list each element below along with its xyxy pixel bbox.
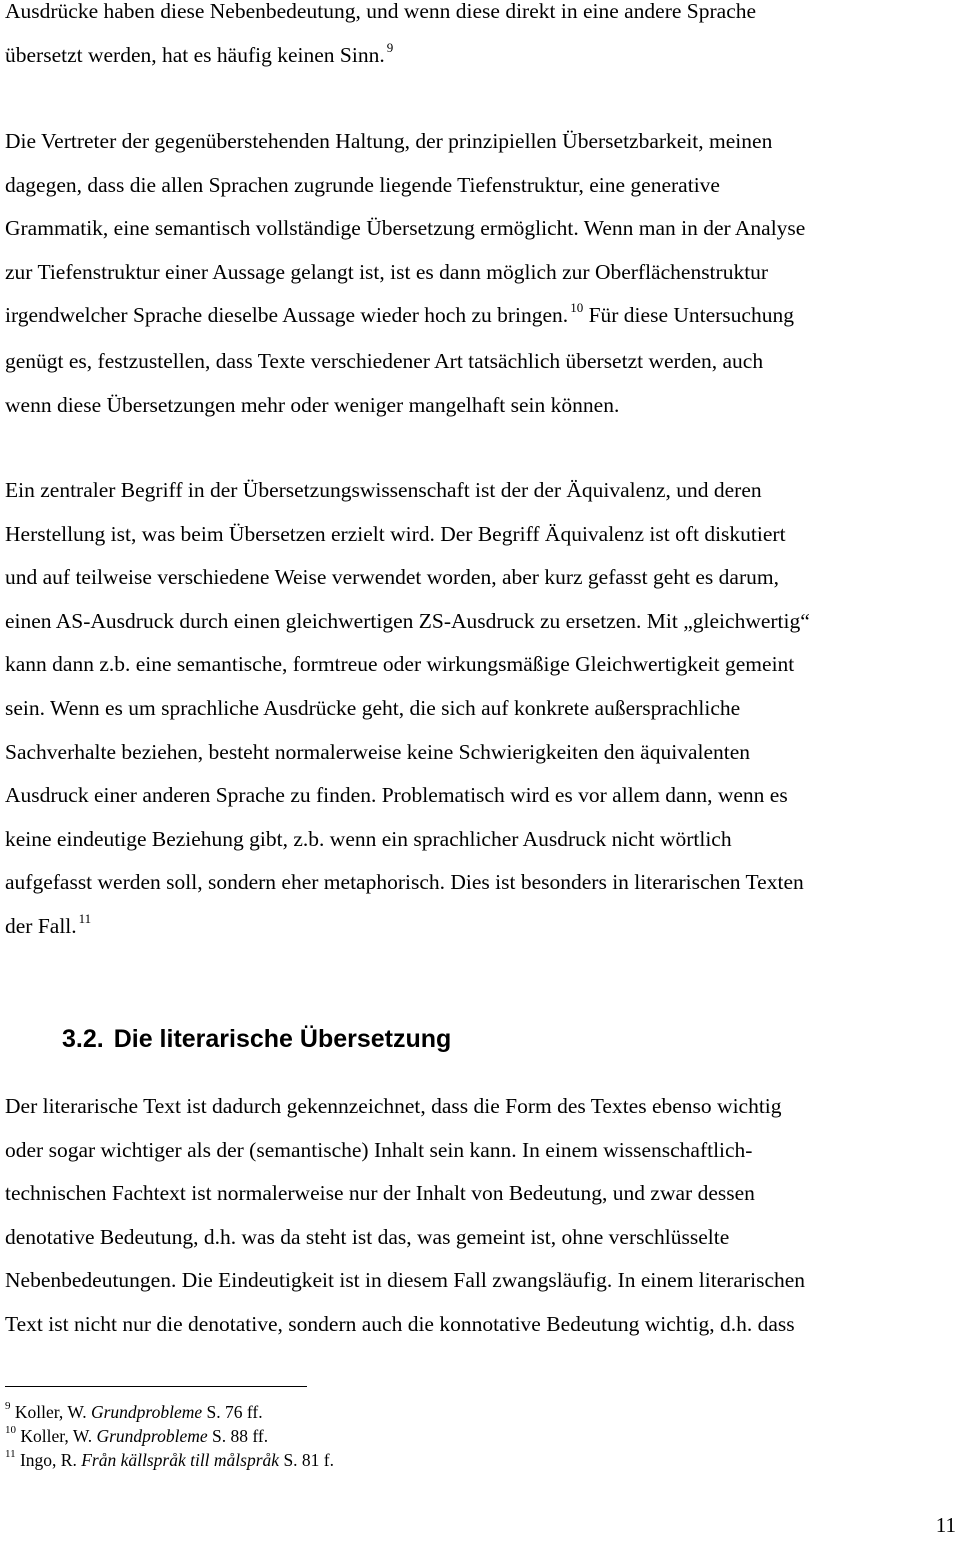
footnote bbox=[5, 1424, 605, 1448]
footnote-number: 11 bbox=[5, 1448, 16, 1461]
text-line: oder sogar wichtiger als der (semantische) Inhalt sein kann. In einem wissenschaftlich- bbox=[5, 1137, 753, 1162]
footnote-reference: 10 bbox=[570, 300, 584, 316]
footnote-pages: S. 81 f. bbox=[283, 1450, 334, 1470]
text-line: Herstellung ist, was beim Übersetzen erzielt wird. Der Begriff Äquivalenz ist oft diskutiert bbox=[5, 521, 786, 546]
text-segment: irgendwelcher Sprache dieselbe Aussage wieder hoch zu bringen. bbox=[5, 303, 569, 328]
text-segment: übersetzt werden, hat es häufig keinen Sinn. bbox=[5, 42, 385, 67]
footnote-reference: 9 bbox=[386, 39, 394, 55]
footnote-work: Från källspråk till målspråk bbox=[81, 1450, 280, 1470]
paragraph-equivalence bbox=[5, 469, 955, 951]
text-line: Ein zentraler Begriff in der Übersetzungswissenschaft ist der der Äquivalenz, und deren bbox=[5, 478, 762, 502]
text-line: denotative Bedeutung, d.h. was da steht ist das, was gemeint ist, ohne verschlüsselte bbox=[5, 1224, 730, 1249]
footnote-pages: S. 76 ff. bbox=[206, 1402, 263, 1422]
paragraph-continuation bbox=[5, 0, 955, 79]
text-line: und auf teilweise verschiedene Weise verwendet worden, aber kurz gefasst geht es darum, bbox=[5, 565, 779, 590]
footnote bbox=[5, 1448, 605, 1472]
footnote bbox=[5, 1400, 605, 1424]
text-line: Sachverhalte beziehen, besteht normalerweise keine Schwierigkeiten den äquivalenten bbox=[5, 739, 751, 764]
text-line bbox=[5, 905, 955, 951]
text-line: Nebenbedeutungen. Die Eindeutigkeit ist in diesem Fall zwangsläufig. In einem literarischen bbox=[5, 1268, 806, 1293]
text-line: Ausdrücke haben diese Nebenbedeutung, und wenn diese direkt in eine andere Sprache bbox=[5, 0, 757, 23]
footnote-pages: S. 88 ff. bbox=[212, 1426, 269, 1446]
paragraph-literary-text bbox=[5, 1085, 955, 1347]
text-line: Der literarische Text ist dadurch gekennzeichnet, dass die Form des Textes ebenso wichtig bbox=[5, 1094, 782, 1118]
text-segment: der Fall. bbox=[5, 913, 77, 938]
text-line: Text ist nicht nur die denotative, sondern auch die konnotative Bedeutung wichtig, d.h. dass bbox=[5, 1311, 795, 1336]
section-title: Die literarische Übersetzung bbox=[113, 1025, 452, 1053]
text-line: wenn diese Übersetzungen mehr oder weniger mangelhaft sein können. bbox=[5, 392, 620, 417]
footnote-reference: 11 bbox=[78, 910, 92, 926]
text-line: Grammatik, eine semantisch vollständige Übersetzung ermöglicht. Wenn man in der Analyse bbox=[5, 216, 806, 241]
text-segment: Für diese Untersuchung bbox=[588, 303, 794, 328]
paragraph-translatability bbox=[5, 120, 955, 427]
text-line bbox=[5, 34, 955, 80]
text-line: sein. Wenn es um sprachliche Ausdrücke geht, die sich auf konkrete außersprachliche bbox=[5, 695, 741, 720]
footnote-author: Ingo, R. bbox=[19, 1450, 77, 1470]
footnotes bbox=[5, 1400, 605, 1472]
text-line: dagegen, dass die allen Sprachen zugrunde liegende Tiefenstruktur, eine generative bbox=[5, 172, 720, 197]
footnote-author: Koller, W. bbox=[20, 1426, 93, 1446]
footnote-number: 9 bbox=[5, 1400, 11, 1413]
page-number: 11 bbox=[935, 1513, 956, 1537]
text-line: kann dann z.b. eine semantische, formtreue oder wirkungsmäßige Gleichwertigkeit gemeint bbox=[5, 652, 795, 677]
text-line bbox=[5, 294, 955, 340]
text-line: keine eindeutige Beziehung gibt, z.b. wenn ein sprachlicher Ausdruck nicht wörtlich bbox=[5, 826, 732, 851]
footnote-number: 10 bbox=[5, 1424, 16, 1437]
text-line: aufgefasst werden soll, sondern eher metaphorisch. Dies ist besonders in literarischen Texten bbox=[5, 870, 804, 895]
section-number: 3.2. bbox=[62, 1025, 104, 1053]
text-line: genügt es, festzustellen, dass Texte verschiedener Art tatsächlich übersetzt werden, auch bbox=[5, 348, 764, 373]
footnote-separator bbox=[5, 1386, 307, 1387]
footnote-author: Koller, W. bbox=[14, 1402, 87, 1422]
section-heading bbox=[62, 1022, 451, 1056]
footnote-work: Grundprobleme bbox=[90, 1402, 203, 1422]
text-line: zur Tiefenstruktur einer Aussage gelangt ist, ist es dann möglich zur Oberflächenstruktur bbox=[5, 259, 769, 284]
footnote-work: Grundprobleme bbox=[96, 1426, 208, 1446]
text-line: einen AS-Ausdruck durch einen gleichwertigen ZS-Ausdruck zu ersetzen. Mit „gleichwertig“ bbox=[5, 608, 810, 633]
text-line: technischen Fachtext ist normalerweise nur der Inhalt von Bedeutung, und zwar dessen bbox=[5, 1181, 755, 1206]
text-line: Ausdruck einer anderen Sprache zu finden. Problematisch wird es vor allem dann, wenn es bbox=[5, 783, 788, 808]
text-line: Die Vertreter der gegenüberstehenden Haltung, der prinzipiellen Übersetzbarkeit, meinen bbox=[5, 129, 773, 153]
